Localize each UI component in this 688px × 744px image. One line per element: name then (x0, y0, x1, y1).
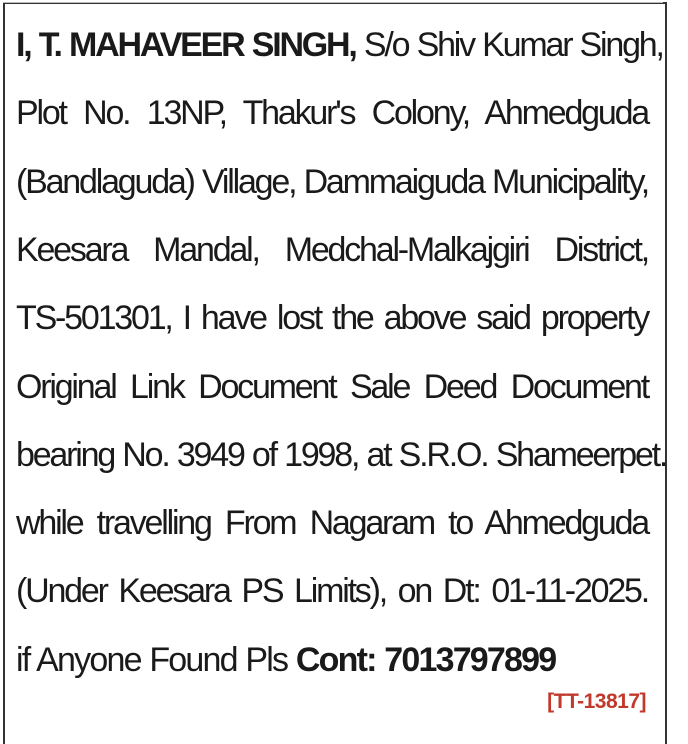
notice-line-11 (16, 640, 626, 680)
notice-line-2: Plot No. 13NP, Thakur's Colony, Ahmedguda (16, 94, 648, 133)
notice-name: I, T. MAHAVEER SINGH, (16, 26, 356, 64)
reference-code: [TT-13817] (547, 690, 646, 713)
divider (3, 2, 663, 3)
contact-number: Cont: 7013797899 (295, 640, 556, 679)
notice-line-6: Original Link Document Sale Deed Document (16, 367, 648, 406)
notice-line-5: TS-501301, I have lost the above said property (16, 299, 648, 338)
notice-text: if Anyone Found Pls (16, 640, 288, 679)
notice-line-1 (16, 25, 663, 65)
notice-line-7: bearing No. 3949 of 1998, at S.R.O. Shameerpet. (16, 435, 667, 474)
notice-line-9: (Under Keesara PS Limits), on Dt: 01-11-2025. (16, 572, 648, 611)
notice-line-3: (Bandlaguda) Village, Dammaiguda Municipality, (16, 162, 648, 201)
notice-text: S/o Shiv Kumar Singh, (363, 26, 663, 64)
notice-line-4: Keesara Mandal, Medchal-Malkajgiri District, (16, 230, 648, 269)
notice-line-8: while travelling From Nagaram to Ahmedguda (16, 504, 648, 543)
